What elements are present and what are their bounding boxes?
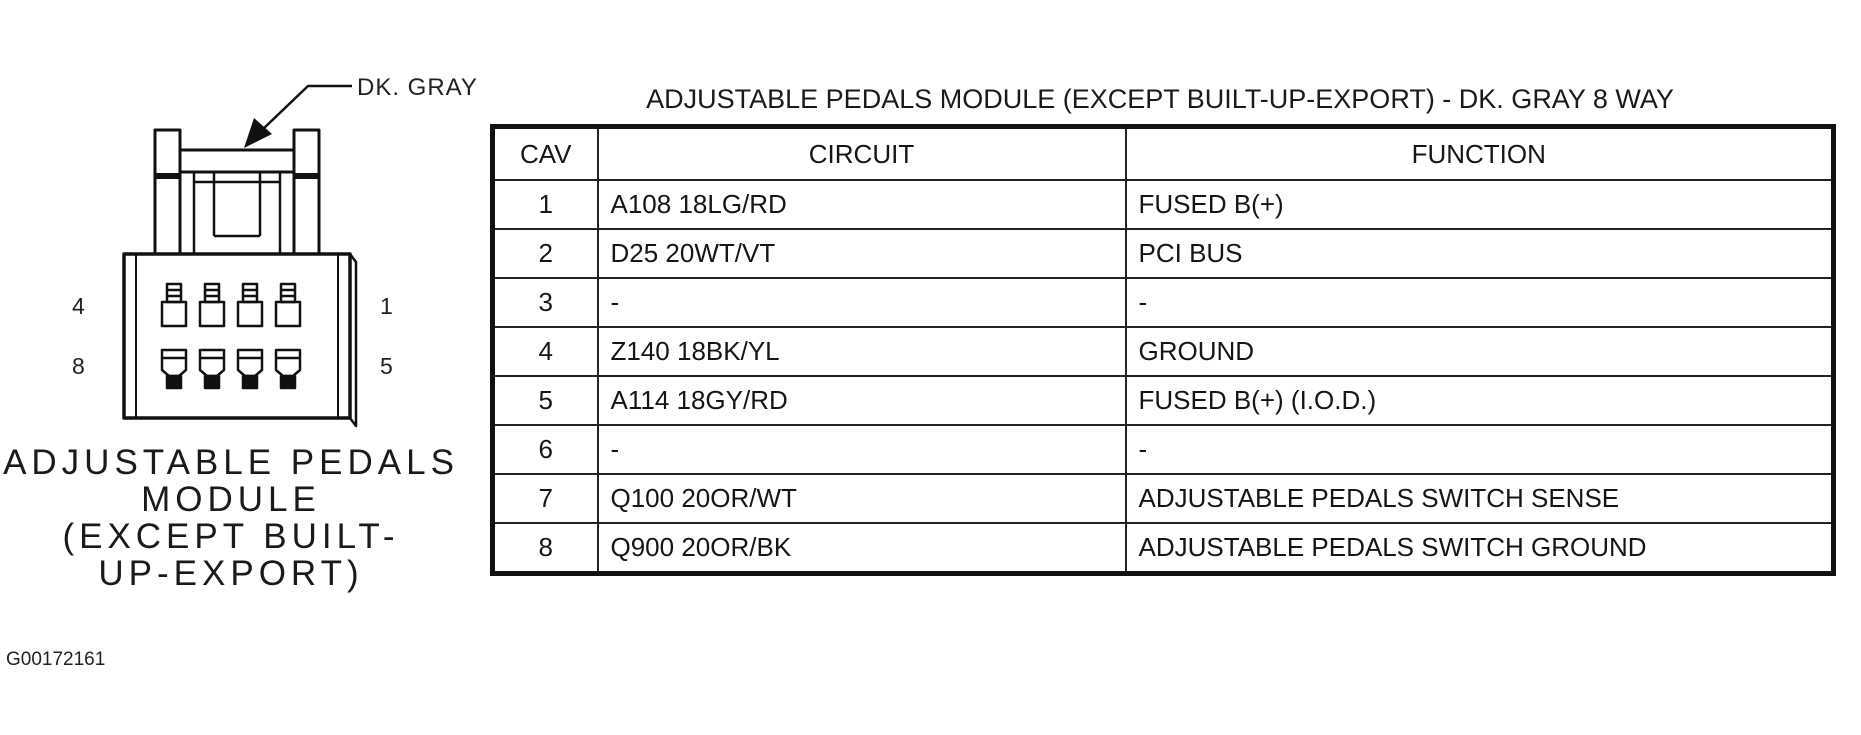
- header-circuit: CIRCUIT: [598, 127, 1126, 181]
- latch-left-post: [155, 130, 180, 254]
- terminal-row-bottom: [162, 350, 300, 388]
- circuit-cell: -: [598, 278, 1126, 327]
- table-row: [493, 376, 1834, 425]
- table-header-row: [493, 127, 1834, 181]
- pin-label-top-left: 4: [72, 293, 85, 319]
- pin-label-bottom-left: 8: [72, 353, 85, 379]
- circuit-cell: A114 18GY/RD: [598, 376, 1126, 425]
- cav-cell: 7: [493, 474, 598, 523]
- table-row: [493, 278, 1834, 327]
- circuit-cell: -: [598, 425, 1126, 474]
- table-row: [493, 327, 1834, 376]
- pin-label-bottom-right: 5: [380, 353, 393, 379]
- caption-line: ADJUSTABLE PEDALS: [3, 443, 459, 482]
- function-cell: -: [1126, 278, 1834, 327]
- cav-cell: 8: [493, 523, 598, 574]
- function-cell: ADJUSTABLE PEDALS SWITCH GROUND: [1126, 523, 1834, 574]
- table-row: [493, 474, 1834, 523]
- table-row: [493, 180, 1834, 229]
- color-leader-arrow: [244, 118, 272, 148]
- connector-body: [124, 254, 350, 418]
- table-row: [493, 523, 1834, 574]
- pinout-table: [490, 124, 1836, 576]
- circuit-cell: Z140 18BK/YL: [598, 327, 1126, 376]
- cav-cell: 4: [493, 327, 598, 376]
- function-cell: FUSED B(+): [1126, 180, 1834, 229]
- cav-cell: 1: [493, 180, 598, 229]
- circuit-cell: D25 20WT/VT: [598, 229, 1126, 278]
- cav-cell: 3: [493, 278, 598, 327]
- caption-line: MODULE: [141, 480, 321, 519]
- pin-label-top-right: 1: [380, 293, 393, 319]
- circuit-cell: Q900 20OR/BK: [598, 523, 1126, 574]
- function-cell: PCI BUS: [1126, 229, 1834, 278]
- connector-caption: [0, 444, 462, 592]
- function-cell: GROUND: [1126, 327, 1834, 376]
- function-cell: FUSED B(+) (I.O.D.): [1126, 376, 1834, 425]
- cav-cell: 5: [493, 376, 598, 425]
- cav-cell: 6: [493, 425, 598, 474]
- latch-right-post: [294, 130, 319, 254]
- caption-line: UP-EXPORT): [98, 554, 364, 593]
- circuit-cell: Q100 20OR/WT: [598, 474, 1126, 523]
- latch-top-bar: [180, 150, 294, 172]
- circuit-cell: A108 18LG/RD: [598, 180, 1126, 229]
- table-row: [493, 229, 1834, 278]
- connector-drawing: [0, 0, 470, 440]
- figure-id: G00172161: [6, 649, 106, 670]
- function-cell: -: [1126, 425, 1834, 474]
- function-cell: ADJUSTABLE PEDALS SWITCH SENSE: [1126, 474, 1834, 523]
- terminal-row-top: [162, 284, 300, 326]
- header-function: FUNCTION: [1126, 127, 1834, 181]
- color-leader-line: [262, 86, 352, 130]
- header-cav: CAV: [493, 127, 598, 181]
- caption-line: (EXCEPT BUILT-: [62, 517, 400, 556]
- table-row: [493, 425, 1834, 474]
- table-title: ADJUSTABLE PEDALS MODULE (EXCEPT BUILT-UP-EXPORT) - DK. GRAY 8 WAY: [646, 84, 1674, 114]
- cav-cell: 2: [493, 229, 598, 278]
- connector-color-label: DK. GRAY: [357, 74, 478, 101]
